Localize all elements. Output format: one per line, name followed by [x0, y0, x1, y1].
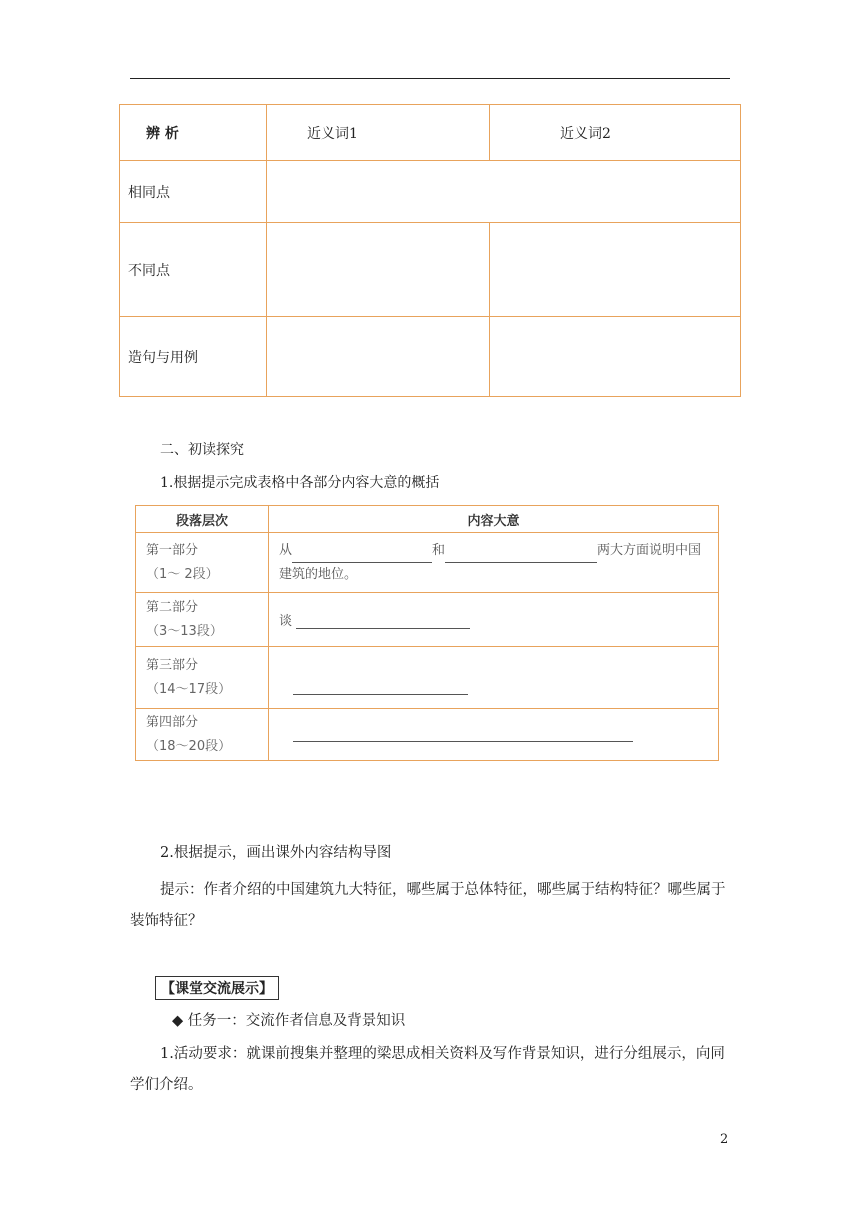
- section-title: 二、初读探究: [160, 442, 244, 458]
- blank-line[interactable]: [293, 680, 468, 695]
- blank-line[interactable]: [293, 727, 633, 742]
- header-cell-synonym-2: 近义词2: [490, 105, 741, 161]
- level-range: （18～20段）: [146, 738, 232, 754]
- similarity-cell: [267, 161, 741, 223]
- question-2: 2.根据提示，画出课外内容结构导图: [160, 845, 392, 861]
- level-range: （14～17段）: [146, 681, 232, 697]
- blank-line[interactable]: [445, 548, 597, 563]
- paragraph-summary-table: [135, 505, 719, 761]
- row-label-usage: 造句与用例: [120, 317, 267, 397]
- usage-cell-1: [267, 317, 490, 397]
- level-cell-4: [136, 709, 269, 761]
- level-name: 第二部分: [146, 599, 199, 615]
- header-cell-analysis: 辨 析: [120, 105, 267, 161]
- difference-cell-2: [490, 223, 741, 317]
- activity-paragraph: 1.活动要求：就课前搜集并整理的梁思成相关资料及写作背景知识，进行分组展示，向同学们介绍。: [130, 1046, 725, 1093]
- idea-cell-1: [269, 533, 719, 593]
- tail-text: 两大方面说明中国: [597, 542, 702, 558]
- hint-paragraph: 提示：作者介绍的中国建筑九大特征，哪些属于总体特征，哪些属于结构特征？哪些属于装饰特征？: [130, 882, 726, 929]
- and-text: 和: [432, 542, 446, 558]
- idea-cell-4: [269, 709, 719, 761]
- tail-text-line2: 建筑的地位。: [279, 566, 358, 582]
- difference-cell-1: [267, 223, 490, 317]
- task-1: ◆ 任务一：交流作者信息及背景知识: [172, 1013, 406, 1029]
- level-name: 第四部分: [146, 714, 199, 730]
- synonym-analysis-table: [119, 104, 741, 397]
- row-label-similarity: 相同点: [120, 161, 267, 223]
- level-cell-1: [136, 533, 269, 593]
- header-main-idea: 内容大意: [269, 506, 719, 533]
- usage-cell-2: [490, 317, 741, 397]
- talk-prefix: 谈: [279, 614, 293, 629]
- classroom-badge: 【课堂交流展示】: [155, 976, 279, 1000]
- page-number: 2: [720, 1132, 729, 1147]
- header-rule: [130, 78, 730, 79]
- question-1: 1.根据提示完成表格中各部分内容大意的概括: [160, 475, 440, 491]
- blank-line[interactable]: [296, 614, 470, 629]
- blank-line[interactable]: [292, 548, 432, 563]
- level-cell-2: [136, 593, 269, 647]
- level-cell-3: [136, 647, 269, 709]
- idea-cell-2: [269, 593, 719, 647]
- header-paragraph-level: 段落层次: [136, 506, 269, 533]
- from-text: 从: [279, 542, 293, 558]
- idea-cell-3: [269, 647, 719, 709]
- level-range: （3～13段）: [146, 623, 223, 639]
- level-range: （1～ 2段）: [146, 566, 219, 582]
- level-name: 第三部分: [146, 657, 199, 673]
- header-cell-synonym-1: 近义词1: [267, 105, 490, 161]
- row-label-difference: 不同点: [120, 223, 267, 317]
- level-name: 第一部分: [146, 542, 199, 558]
